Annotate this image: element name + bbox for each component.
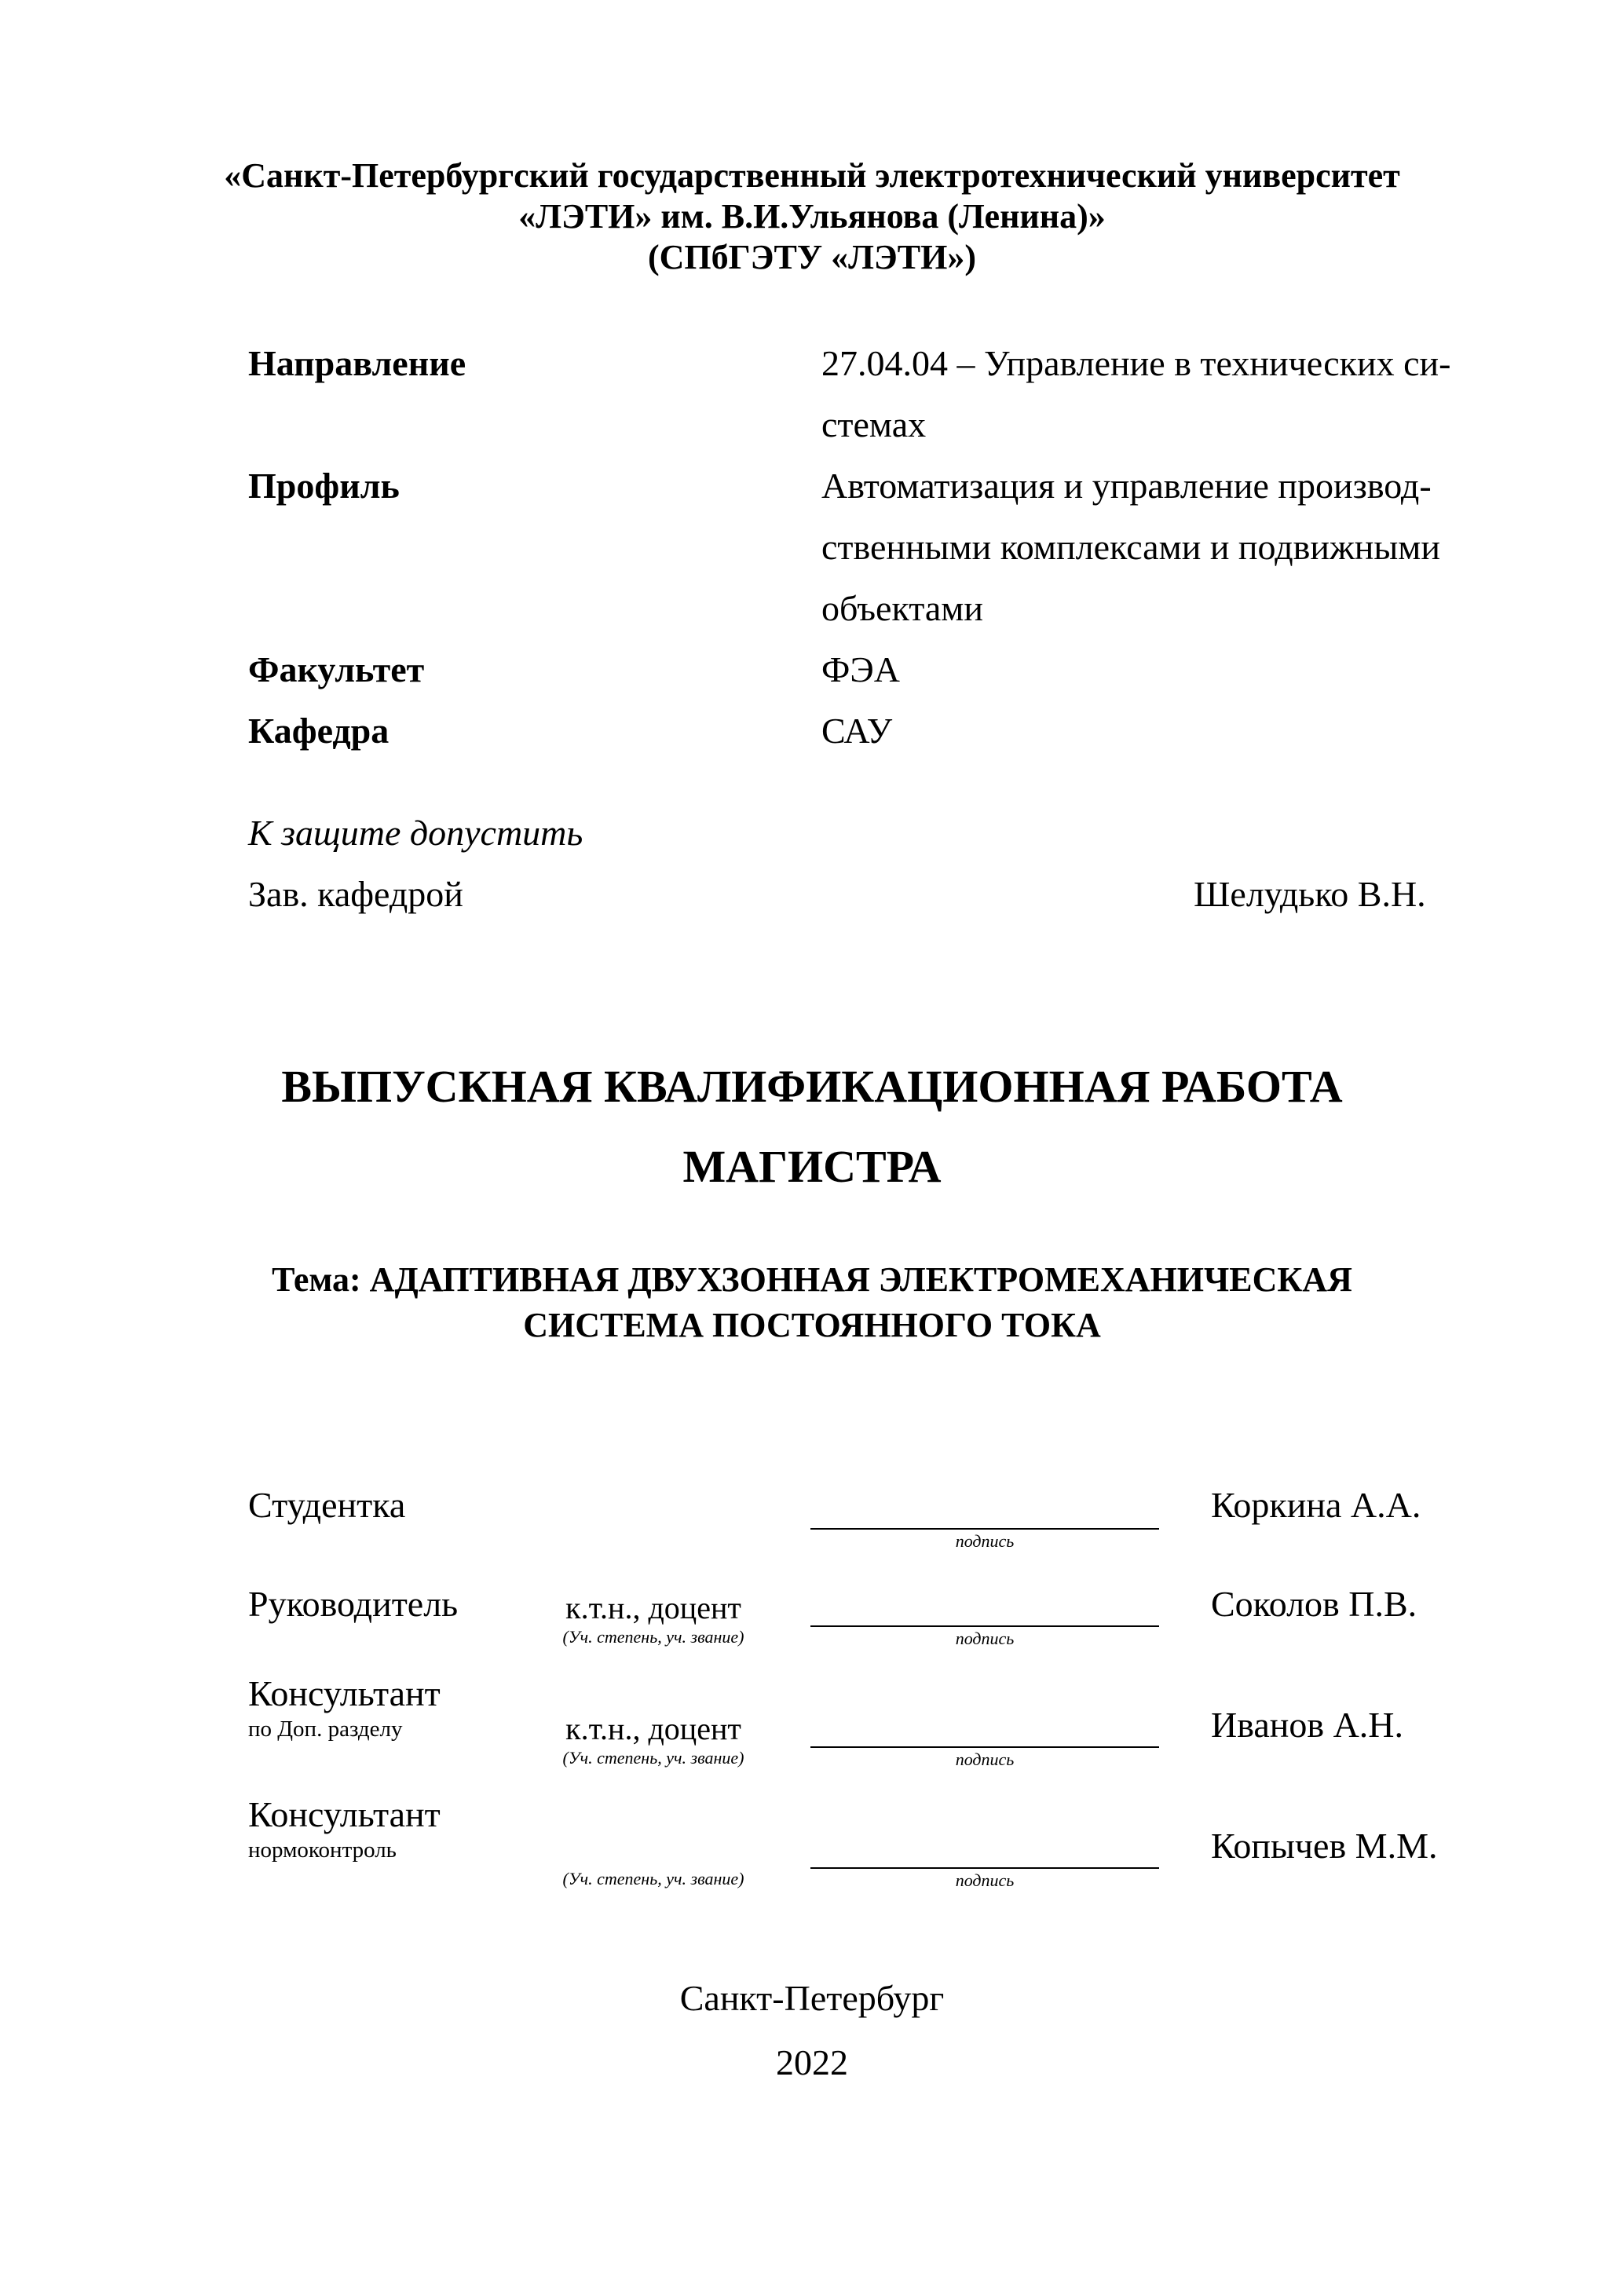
consultant1-name: Иванов А.Н. xyxy=(1211,1705,1404,1745)
year: 2022 xyxy=(776,2042,848,2082)
topic-line2: СИСТЕМА ПОСТОЯННОГО ТОКА xyxy=(523,1306,1101,1344)
direction-value-line2: стемах xyxy=(821,404,927,444)
direction-value-line1: 27.04.04 – Управление в технических си- xyxy=(821,343,1451,383)
work-title-line2: МАГИСТРА xyxy=(682,1141,942,1192)
department-value: САУ xyxy=(821,711,893,751)
direction-label: Направление xyxy=(248,343,466,383)
consultant2-degree-caption: (Уч. степень, уч. звание) xyxy=(562,1869,744,1888)
profile-value-line3: объектами xyxy=(821,588,984,628)
city: Санкт-Петербург xyxy=(679,1978,945,2018)
consultant2-name: Копычев М.М. xyxy=(1211,1826,1438,1866)
consultant1-subrole: по Доп. разделу xyxy=(248,1717,403,1742)
student-signature-line xyxy=(810,1528,1159,1530)
consultant2-signature-caption: подпись xyxy=(955,1870,1015,1890)
consultant1-degree-caption: (Уч. степень, уч. звание) xyxy=(562,1748,744,1768)
consultant2-subrole: нормоконтроль xyxy=(248,1837,397,1863)
supervisor-degree: к.т.н., доцент xyxy=(565,1590,741,1625)
student-name: Коркина А.А. xyxy=(1211,1485,1421,1525)
supervisor-name: Соколов П.В. xyxy=(1211,1584,1417,1624)
department-label: Кафедра xyxy=(248,711,390,751)
university-abbreviation: (СПбГЭТУ «ЛЭТИ») xyxy=(648,238,976,276)
consultant1-degree: к.т.н., доцент xyxy=(565,1711,741,1746)
profile-value-line2: ственными комплексами и подвижными xyxy=(821,527,1440,567)
admission-note: К защите допустить xyxy=(248,813,583,853)
topic-line1: Тема: АДАПТИВНАЯ ДВУХЗОННАЯ ЭЛЕКТРОМЕХАНИЧЕСКАЯ xyxy=(272,1260,1352,1299)
student-role: Студентка xyxy=(248,1485,406,1525)
supervisor-degree-caption: (Уч. степень, уч. звание) xyxy=(562,1627,744,1647)
consultant1-signature-line xyxy=(810,1746,1159,1748)
profile-value-line1: Автоматизация и управление производ- xyxy=(821,466,1432,506)
work-title-line1: ВЫПУСКНАЯ КВАЛИФИКАЦИОННАЯ РАБОТА xyxy=(281,1061,1343,1112)
university-name-line2: «ЛЭТИ» им. В.И.Ульянова (Ленина)» xyxy=(518,197,1106,236)
consultant1-role: Консультант xyxy=(248,1673,441,1713)
profile-label: Профиль xyxy=(248,466,400,506)
student-signature-caption: подпись xyxy=(955,1531,1015,1551)
faculty-value: ФЭА xyxy=(821,649,900,689)
consultant2-role: Консультант xyxy=(248,1794,441,1834)
faculty-label: Факультет xyxy=(248,649,425,689)
supervisor-role: Руководитель xyxy=(248,1584,459,1624)
head-of-department-name: Шелудько В.Н. xyxy=(1194,874,1426,914)
consultant1-signature-caption: подпись xyxy=(955,1749,1015,1769)
university-name-line1: «Санкт-Петербургский государственный электротехнический университет xyxy=(224,156,1400,195)
supervisor-signature-caption: подпись xyxy=(955,1629,1015,1648)
head-of-department-label: Зав. кафедрой xyxy=(248,874,463,914)
supervisor-signature-line xyxy=(810,1625,1159,1627)
consultant2-signature-line xyxy=(810,1867,1159,1869)
